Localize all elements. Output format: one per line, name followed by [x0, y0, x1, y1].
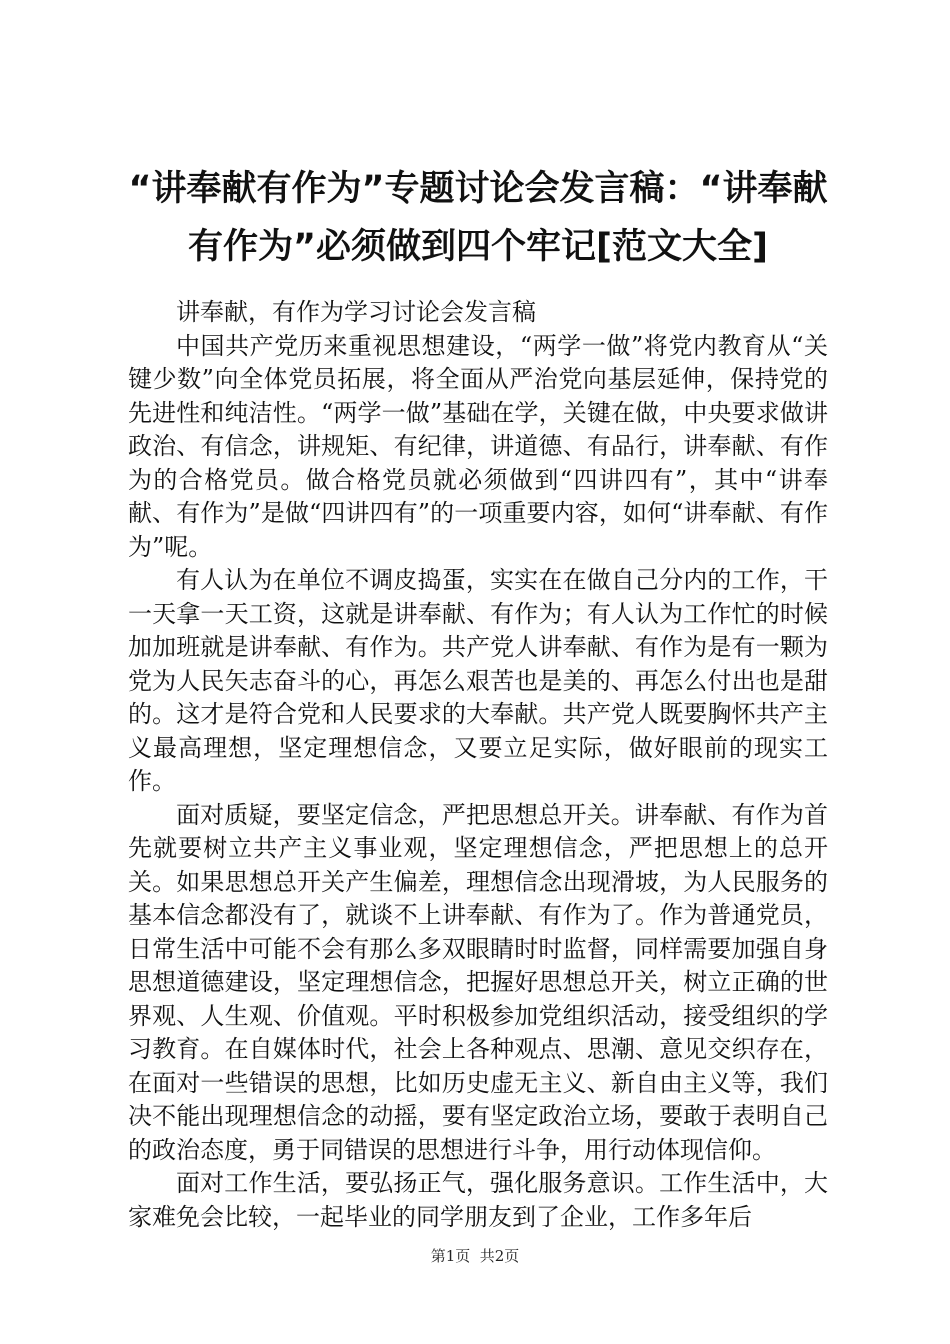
- page-number: 第1页 共2页: [430, 1247, 520, 1265]
- paragraph: 中国共产党历来重视思想建设，“两学一做”将党内教育从“关键少数”向全体党员拓展，将全面从严治党向基层延伸，保持党的先进性和纯洁性。“两学一做”基础在学，关键在做，中央要求做讲政治、有信念，讲规矩、有纪律，讲道德、有品行，讲奉献、有作为的合格党员。做合格党员就必须做到“四讲四有”，其中“讲奉献、有作为”是做“四讲四有”的一项重要内容，如何“讲奉献、有作为”呢。: [128, 331, 828, 561]
- page-footer: [0, 1246, 950, 1266]
- paragraph: 面对工作生活，要弘扬正气，强化服务意识。工作生活中，大家难免会比较，一起毕业的同学朋友到了企业，工作多年后: [128, 1169, 828, 1231]
- paragraph: 有人认为在单位不调皮捣蛋，实实在在做自己分内的工作，干一天拿一天工资，这就是讲奉献、有作为；有人认为工作忙的时候加加班就是讲奉献、有作为。共产党人讲奉献、有作为是有一颗为党为人民矢志奋斗的心，再怎么艰苦也是美的、再怎么付出也是甜的。这才是符合党和人民要求的大奉献。共产党人既要胸怀共产主义最高理想，坚定理想信念，又要立足实际，做好眼前的现实工作。: [128, 566, 828, 795]
- paragraph-subtitle: 讲奉献，有作为学习讨论会发言稿: [176, 298, 536, 326]
- paragraph: 面对质疑，要坚定信念，严把思想总开关。讲奉献、有作为首先就要树立共产主义事业观，坚定理想信念，严把思想上的总开关。如果思想总开关产生偏差，理想信念出现滑坡，为人民服务的基本信念都没有了，就谈不上讲奉献、有作为了。作为普通党员，日常生活中可能不会有那么多双眼睛时时监督，同样需要加强自身思想道德建设，坚定理想信念，把握好思想总开关，树立正确的世界观、人生观、价值观。平时积极参加党组织活动，接受组织的学习教育。在自媒体时代，社会上各种观点、思潮、意见交织存在，在面对一些错误的思想，比如历史虚无主义、新自由主义等，我们决不能出现理想信念的动摇，要有坚定政治立场，要敢于表明自己的政治态度，勇于同错误的思想进行斗争，用行动体现信仰。: [128, 800, 828, 1164]
- document-title: “讲奉献有作为”专题讨论会发言稿：“讲奉献有作为”必须做到四个牢记[范文大全]: [128, 169, 828, 267]
- document-body: [128, 296, 828, 1234]
